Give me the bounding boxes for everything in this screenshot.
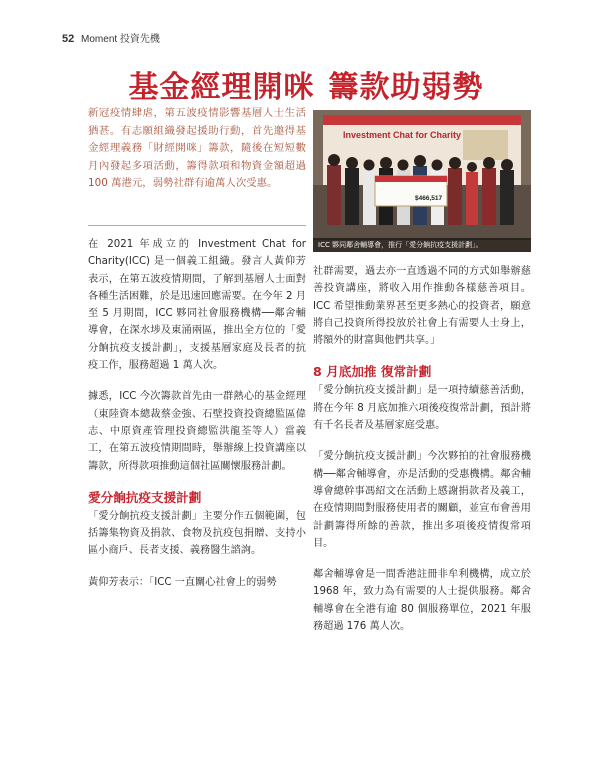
subheading-2: 8 月底加推 復常計劃 xyxy=(313,364,432,380)
photo-illustration xyxy=(313,110,531,252)
page-number: 52 xyxy=(62,33,75,45)
event-photo xyxy=(313,110,531,252)
left-column xyxy=(88,236,306,605)
photo-caption: ICC 夥同鄰舍輔導會，推行「愛分餉抗疫支援計劃」。 xyxy=(313,238,531,252)
intro-paragraph: 新冠疫情肆虐，第五波疫情影響基層人士生活猶甚。有志願組織發起援助行動，首先邀得基金經理義務「財經開咪」籌款，隨後在短短數月內發起多項活動，籌得款項和物資金額超過 100 萬港元，弱勢社群有逾萬人次受惠。 xyxy=(88,107,306,189)
right-paragraph-2: 「愛分餉抗疫支援計劃」是一項持續慈善活動，將在今年 8 月底加推六項後疫復常計劃，預計將有千名長者及基層家庭受惠。 xyxy=(313,385,531,432)
intro-divider xyxy=(88,225,306,226)
left-paragraph-3: 「愛分餉抗疫支援計劃」主要分作五個範圍，包括籌集物資及捐款、食物及抗疫包捐贈、支持小區小商戶、長者支援、義務醫生諮詢。 xyxy=(88,510,306,557)
title-part-1: 基金經理開咪 xyxy=(128,70,315,105)
right-paragraph-4: 鄰舍輔導會是一間香港註冊非牟利機構，成立於 1968 年，致力為有需要的人士提供服務。鄰舍輔導會在全港有逾 80 個服務單位，2021 年服務超過 176 萬人次。 xyxy=(313,569,531,633)
section-name: Moment 投資先機 xyxy=(81,34,160,45)
left-paragraph-4: 黃仰芳表示：「ICC 一直關心社會上的弱勢 xyxy=(88,576,277,588)
right-paragraph-1: 社群需要，過去亦一直透過不同的方式如舉辦慈善投資講座，將收入用作推動各樣慈善項目。ICC 希望推動業界甚至更多熱心的投資者，願意將自己投資所得投放於社會上有需要人士身上，將額外的財富與他們共享。」 xyxy=(313,266,531,347)
left-paragraph-2: 據悉，ICC 今次籌款首先由一群熱心的基金經理（東陸資本總裁蔡金強、石壁投資投資總監區偉志、中原資產管理投資總監洪龍荃等人）當義工，在第五波疫情期間時，舉辦線上投資講座以籌款，所得款項推動這個社區關懷服務計劃。 xyxy=(88,391,306,472)
right-paragraph-3: 「愛分餉抗疫支援計劃」今次夥拍的社會服務機構──鄰舍輔導會，亦是活動的受惠機構。鄰舍輔導會總幹事馮紹文在活動上感謝捐款者及義工，在疫情期間對服務使用者的關顧，並宣布會善用計劃籌得所餘的善款，推出多項後疫情復常項目。 xyxy=(313,451,531,549)
title-part-2: 籌款助弱勢 xyxy=(328,70,484,105)
right-column xyxy=(313,263,531,649)
subheading-1: 愛分餉抗疫支援計劃 xyxy=(88,489,202,505)
banner-text: Investment Chat for Charity xyxy=(343,130,462,140)
page-header xyxy=(62,30,160,45)
left-paragraph-1: 在 2021 年成立的 Investment Chat for Charity(ICC) 是一個義工組織。發言人黃仰芳表示，在第五波疫情期間，了解到基層人士面對各種生活困難，於是迅速回應需要。在今年 2 月至 5 月期間，ICC 夥同社會服務機構──鄰舍輔導會，在深水埗及東涌兩區，推出全方位的「愛分餉抗疫支援計劃」，支援基層家庭及長者的抗疫工作，服務超過 1 萬人次。 xyxy=(88,239,306,372)
article-title xyxy=(0,62,612,106)
cheque-amount: $466,517 xyxy=(415,195,443,202)
